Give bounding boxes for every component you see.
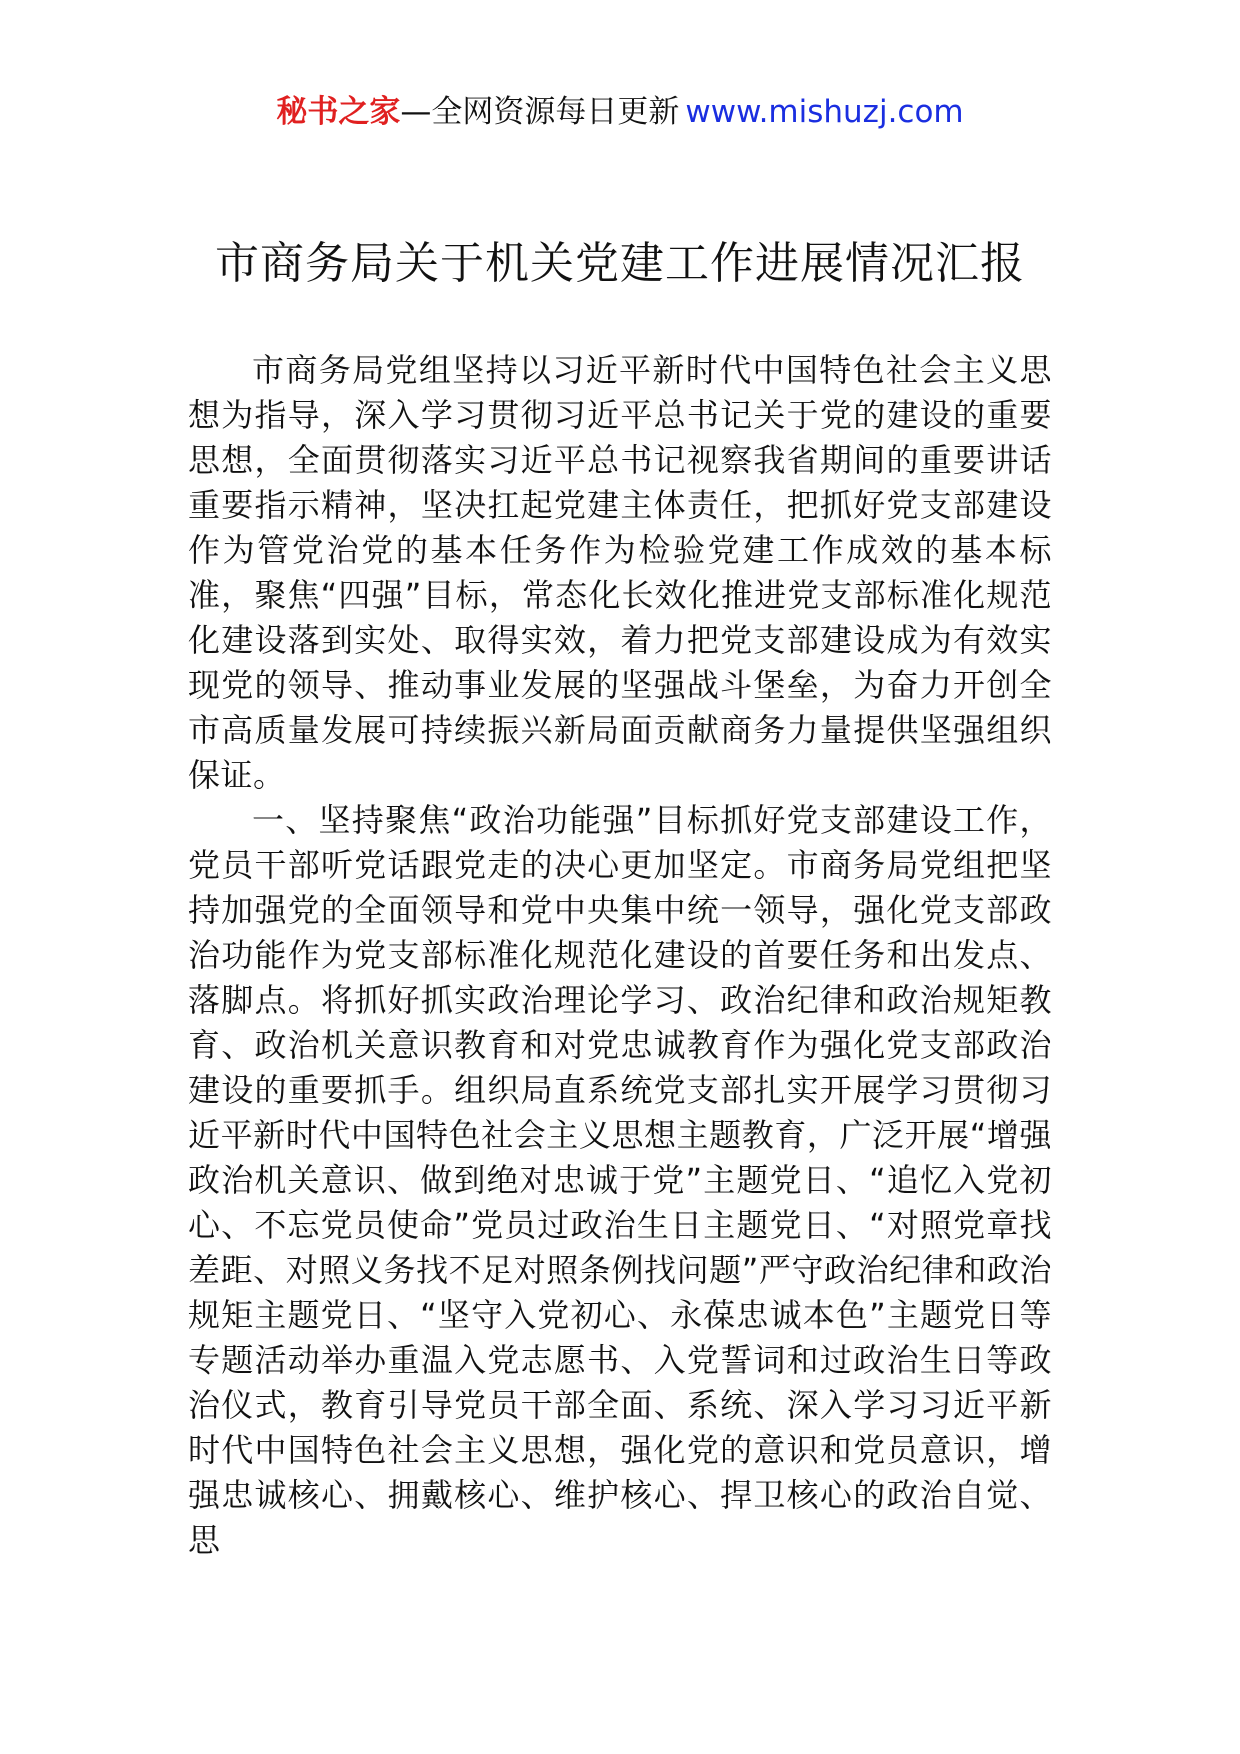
header-dash: —	[400, 94, 432, 130]
document-body	[188, 348, 1052, 1563]
site-header	[0, 92, 1240, 132]
document-title: 市商务局关于机关党建工作进展情况汇报	[215, 238, 1025, 289]
site-url[interactable]: www.mishuzj.com	[685, 94, 964, 130]
paragraph-intro: 市商务局党组坚持以习近平新时代中国特色社会主义思想为指导，深入学习贯彻习近平总书记关于党的建设的重要思想，全面贯彻落实习近平总书记视察我省期间的重要讲话重要指示精神，坚决扛起党建主体责任，把抓好党支部建设作为管党治党的基本任务作为检验党建工作成效的基本标准，聚焦“四强”目标，常态化长效化推进党支部标准化规范化建设落到实处、取得实效，着力把党支部建设成为有效实现党的领导、推动事业发展的坚强战斗堡垒，为奋力开创全市高质量发展可持续振兴新局面贡献商务力量提供坚强组织保证。	[188, 351, 1052, 794]
paragraph-section-one: 一、坚持聚焦“政治功能强”目标抓好党支部建设工作，党员干部听党话跟党走的决心更加坚定。市商务局党组把坚持加强党的全面领导和党中央集中统一领导，强化党支部政治功能作为党支部标准化规范化建设的首要任务和出发点、落脚点。将抓好抓实政治理论学习、政治纪律和政治规矩教育、政治机关意识教育和对党忠诚教育作为强化党支部政治建设的重要抓手。组织局直系统党支部扎实开展学习贯彻习近平新时代中国特色社会主义思想主题教育，广泛开展“增强政治机关意识、做到绝对忠诚于党”主题党日、“追忆入党初心、不忘党员使命”党员过政治生日主题党日、“对照党章找差距、对照义务找不足对照条例找问题”严守政治纪律和政治规矩主题党日、“坚守入党初心、永葆忠诚本色”主题党日等专题活动举办重温入党志愿书、入党誓词和过政治生日等政治仪式，教育引导党员干部全面、系统、深入学习习近平新时代中国特色社会主义思想，强化党的意识和党员意识，增强忠诚核心、拥戴核心、维护核心、捍卫核心的政治自觉、思	[188, 801, 1052, 1559]
header-slogan: 全网资源每日更新	[431, 94, 680, 130]
brand-name: 秘书之家	[276, 94, 401, 130]
